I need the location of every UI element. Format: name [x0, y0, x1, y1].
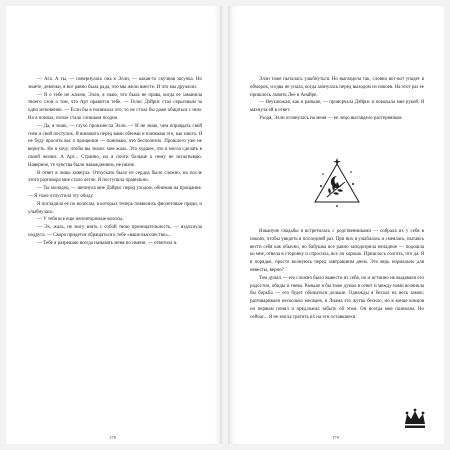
page-number-right: 179 — [332, 435, 339, 440]
right-page — [228, 6, 444, 444]
triangle-stars-branch-ornament-icon — [311, 156, 363, 210]
paragraph: — Я о тебе не жалею, Эллн, я знаю, что была не права, когда ее заманила твоего слон о том, что Арт нравится тебе. — Голос Дэйрис стал серьезным за одно мгновение. — Если бы я понимала это, то не стала бы даже общаться с ним. Но я поняла, потом стало слишком поздно. — [28, 92, 202, 121]
paragraph: — Ага. А ты, — повернулась она к Эллн, — какая-то скучная засучка. Но знаете, девочки, я все равно была рада, что мы жили вместе. И что мы дружили. — [28, 77, 202, 90]
paragraph: — Ты молодец, — шепнула мне Дэйрис перед уходом, обнимая на прощание. — Я тоже отпустила эту обиду. — [28, 186, 202, 199]
paragraph: — Тебе я разрешаю всегда называть меня по имени, — ответила я. — [37, 240, 178, 246]
paragraph: Я погладила ее по волосам, в которых теперь появились фиолетовые пряди, и улыбнулась: — [28, 201, 202, 215]
paragraph: Том думал — его сложно было вывести из себя, но и истинно не выдавали его радостно, обиды и гнева. Раньше я бы тоже думал в ответ и между нами возникла бы борьба — его будет обижаться дольше. Однажды я бегала на весь замок; разговаривали несколько месяцев, и Лиама это жутко бесило, но в конце концов он первым понял и предложил забыть об этом. Он всегда мне позволял. Но сейчас... Я не могла тратить их на эти оставшиеся — [250, 275, 424, 320]
paragraph: — У тебя все еще неповторимые волосы. — [37, 217, 124, 223]
paragraph: — Неуклюжая, как и раньше, — проворчала Дэйрис и помахала мне рукой. Я махнула ей в ответ. — [250, 100, 424, 114]
right-page-text-top — [250, 76, 424, 123]
crown-icon — [402, 406, 428, 432]
paragraph: — Эх, жаль, не могу взять с собой твою проницательность, — вздохнула подруга. — Скоро придется обращаться к тебе «ваше высочество»... — [28, 225, 202, 238]
page-number-left: 178 — [109, 435, 116, 440]
paragraph: — Да, я знаю, — глухо произнесла Эллн. — И не знаю, чем оправдать свой гнев и свой поступок. Я виновата перед вами обеими и понимаю это, как никто. Я не буду просить вас о прощении — понимаю, что бесполезно. Прошлого уже не вернуть. Но я хочу, чтобы вы знали: мне жаль. Это худшее, что я могла сделать в своей жизни. А Арт... Странно, но я почти больше к нему не испытываю. Наверное, те чувства были наваждением, не иначе. — [28, 123, 202, 168]
paragraph: Эллн тоже пыталась улыбнуться. Но выглядела так, словно вот-вот упадет в обморок, и едва не упала, когда запнулась перед выходом из покоев. На этот раз ее пришлось ловить Лее и Анайре. — [250, 77, 424, 98]
paragraph: Уходя, Эллн оглянулась на меня — ее лицо выглядело растерянным. — [259, 115, 403, 121]
left-page — [6, 6, 222, 444]
right-page-text-bottom — [250, 228, 424, 322]
left-page-text — [28, 76, 202, 248]
paragraph: В ответ я лишь кивнула. Отпускать было из сердца было сложно, но после этого разговора мне стало легче. Я поступила правильно. — [28, 170, 202, 184]
paragraph: Накануне свадьбы я встретилась с родственниками — собрала их у себя в покоях, чтобы увидеть в последний раз. При них я улыбалась и смеялась, пытаясь вести себя как обычно, но бабушка все равно заподозрила неладное — подошла ко мне, отвела в сторонку и спросила, все ли хорошо. Пришлось солгать, что да. Я в порядке, просто волнуюсь перед завтрашним днем. Это ведь нормально для невесты, верно? — [250, 229, 424, 273]
